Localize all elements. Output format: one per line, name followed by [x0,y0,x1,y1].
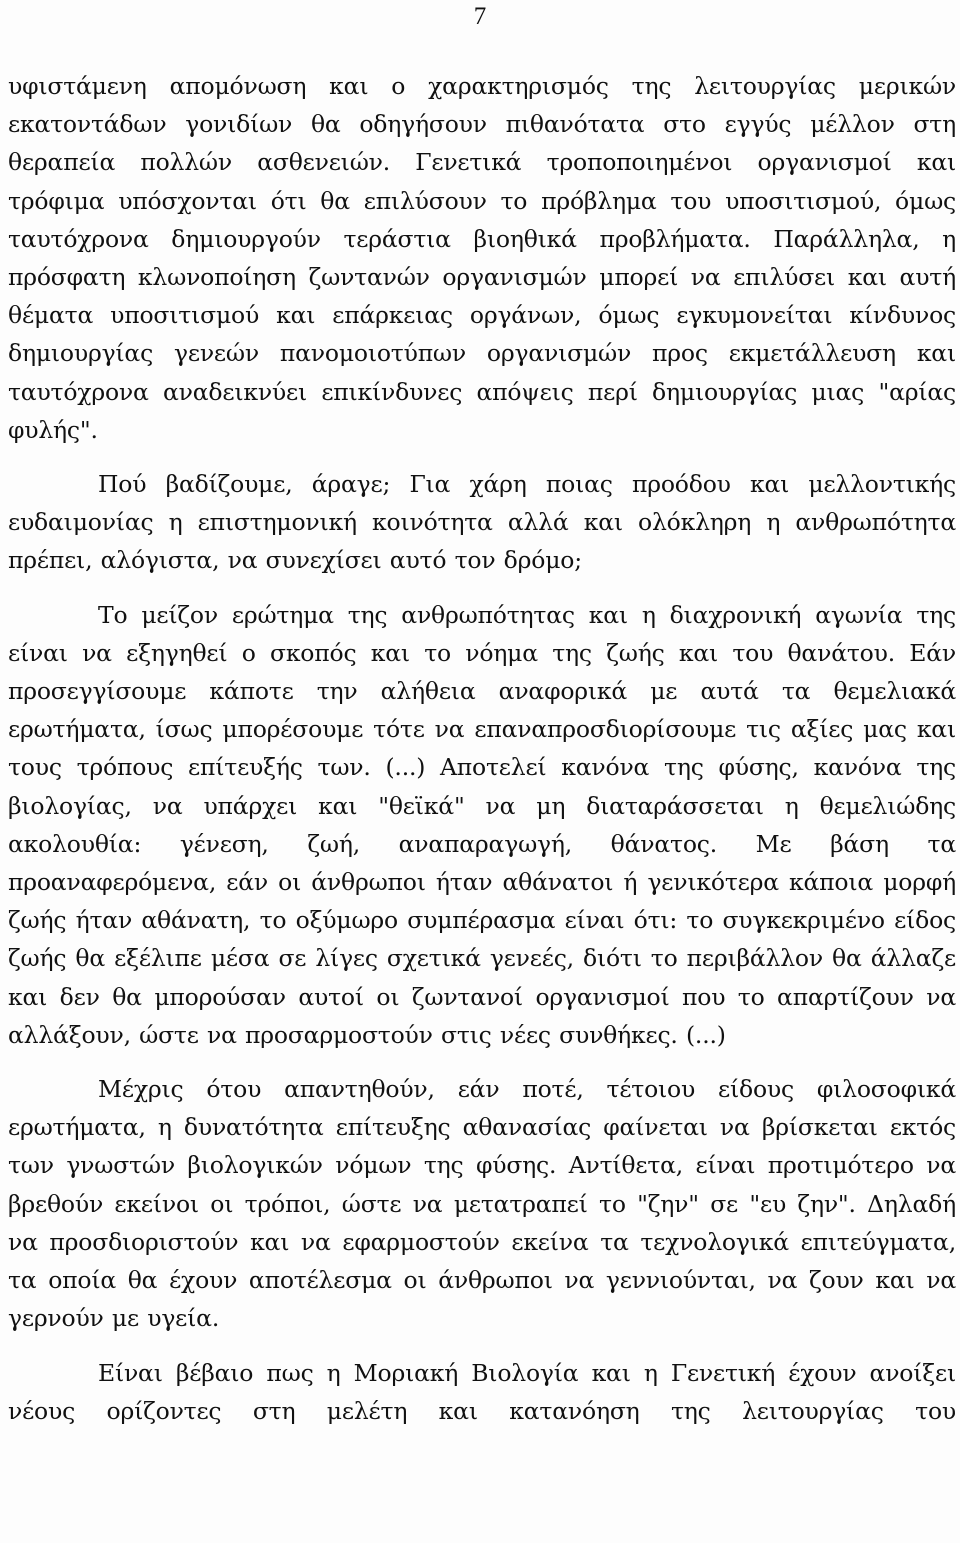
document-body [8,67,956,1430]
paragraph-2: Πού βαδίζουμε, άραγε; Για χάρη ποιας προόδου και μελλοντικής ευδαιμονίας η επιστημονική κοινότητα αλλά και ολόκληρη η ανθρωπότητα πρέπει, αλόγιστα, να συνεχίσει αυτό τον δρόμο; [8,470,956,575]
paragraph-5: Είναι βέβαιο πως η Μοριακή Βιολογία και η Γενετική έχουν ανοίξει νέους ορίζοντες στη μελέτη και κατανόηση της λειτουργίας του [8,1358,956,1425]
paragraph-1: υφιστάμενη απομόνωση και ο χαρακτηρισμός της λειτουργίας μερικών εκατοντάδων γονιδίων θα οδηγήσουν πιθανότατα στο εγγύς μέλλον στη θεραπεία πολλών ασθενειών. Γενετικά τροποποιημένοι οργανισμοί και τρόφιμα υπόσχονται ότι θα επιλύσουν το πρόβλημα του υποσιτισμού, όμως ταυτόχρονα δημιουργούν τεράστια βιοηθικά προβλήματα. Παράλληλα, η πρόσφατη κλωνοποίηση ζωντανών οργανισμών μπορεί να επιλύσει και αυτή θέματα υποσιτισμού και επάρκειας οργάνων, όμως εγκυμονείται κίνδυνος δημιουργίας γενεών πανομοιοτύπων οργανισμών προς εκμετάλλευση και ταυτόχρονα αναδεικνύει επικίνδυνες απόψεις περί δημιουργίας μιας "αρίας φυλής". [8,72,956,444]
paragraph-4: Μέχρις ότου απαντηθούν, εάν ποτέ, τέτοιου είδους φιλοσοφικά ερωτήματα, η δυνατότητα επίτευξης αθανασίας φαίνεται να βρίσκεται εκτός των γνωστών βιολογικών νόμων της φύσης. Αντίθετα, είναι προτιμότερο να βρεθούν εκείνοι οι τρόποι, ώστε να μετατραπεί το "ζην" σε "ευ ζην". Δηλαδή να προσδιοριστούν και να εφαρμοστούν εκείνα τα τεχνολογικά επιτεύγματα, τα οποία θα έχουν αποτέλεσμα οι άνθρωποι να γεννιούνται, να ζουν και να γερνούν με υγεία. [8,1075,956,1333]
page-number: 7 [473,3,487,30]
paragraph-3: Το μείζον ερώτημα της ανθρωπότητας και η διαχρονική αγωνία της είναι να εξηγηθεί ο σκοπός και το νόημα της ζωής και του θανάτου. Εάν προσεγγίσουμε κάποτε την αλήθεια αναφορικά με αυτά τα θεμελιακά ερωτήματα, ίσως μπορέσουμε τότε να επαναπροσδιορίσουμε τις αξίες μας και τους τρόπους επίτευξής των. (...) Αποτελεί κανόνα της φύσης, κανόνα της βιολογίας, να υπάρχει και "θεϊκά" να μη διαταράσσεται η θεμελιώδης ακολουθία: γένεση, ζωή, αναπαραγωγή, θάνατος. Με βάση τα προαναφερόμενα, εάν οι άνθρωποι ήταν αθάνατοι ή γενικότερα κάποια μορφή ζωής ήταν αθάνατη, το οξύμωρο συμπέρασμα είναι ότι: το συγκεκριμένο είδος ζωής θα εξέλιπε μέσα σε λίγες σχετικά γενεές, διότι το περιβάλλον θα άλλαζε και δεν θα μπορούσαν αυτοί οι ζωντανοί οργανισμοί που το απαρτίζουν να αλλάξουν, ώστε να προσαρμοστούν στις νέες συνθήκες. (...) [8,600,956,1049]
